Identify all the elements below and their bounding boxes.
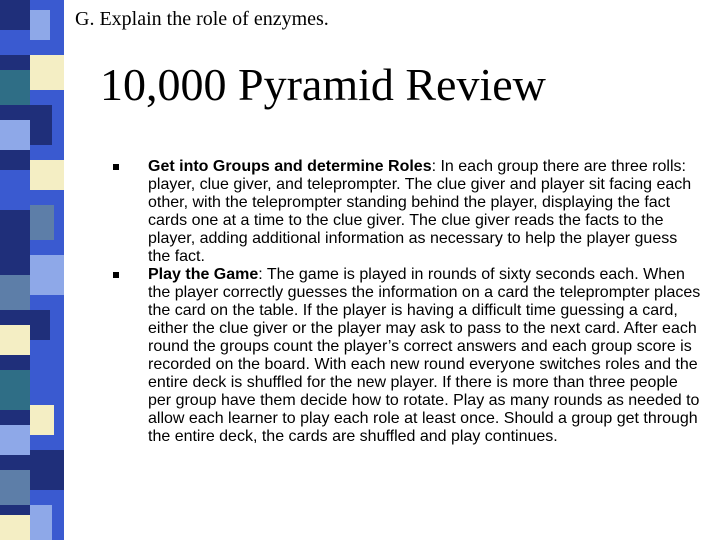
slide-title: 10,000 Pyramid Review: [100, 59, 546, 110]
decorative-stripe: [0, 0, 64, 540]
bullet-text: [148, 266, 703, 446]
square-bullet-icon: [113, 272, 119, 278]
stripe-block: [0, 325, 30, 355]
bullet-text: [148, 158, 703, 266]
stripe-block: [30, 505, 52, 540]
bullet-item: [113, 266, 703, 446]
bullet-lead: Get into Groups and determine Roles: [148, 158, 432, 175]
stripe-block: [30, 450, 64, 490]
stripe-block: [30, 255, 64, 295]
stripe-block: [0, 275, 30, 310]
stripe-block: [0, 515, 30, 540]
stripe-block: [0, 230, 30, 260]
bullet-body: : In each group there are three rolls: player, clue giver, and teleprompter. The clue giver and player sit facing each other, with the teleprompter standing behind the player, displaying the fact cards one at a time to the clue giver. The clue giver reads the facts to the player, adding additional information as necessary to help the player guess the fact.: [148, 158, 692, 265]
stripe-block: [0, 70, 30, 105]
stripe-block: [30, 10, 50, 40]
bullet-list: [113, 158, 703, 446]
bullet-item: [113, 158, 703, 266]
bullet-body: : The game is played in rounds of sixty seconds each. When the player correctly guesses the information on a card the teleprompter places the card on the table. If the player is having a difficult time guessing a card, either the clue giver or the player may ask to pass to the next card. After each round the groups count the player’s correct answers and each group score is recorded on the board. With each new round everyone switches roles and the entire deck is shuffled for the new player. If there is more than three people per group have them decide how to rotate. Play as many rounds as needed to allow each learner to play each role at least once. Should a group get through the entire deck, the cards are shuffled and play continues.: [148, 266, 701, 445]
bullet-lead: Play the Game: [148, 266, 259, 283]
stripe-block: [30, 355, 64, 390]
stripe-block: [30, 105, 52, 145]
stripe-block: [30, 205, 54, 240]
stripe-block: [30, 405, 54, 435]
stripe-block: [0, 120, 30, 150]
square-bullet-icon: [113, 164, 119, 170]
stripe-block: [0, 425, 30, 455]
stripe-block: [0, 370, 30, 410]
stripe-block: [0, 470, 30, 505]
stripe-block: [30, 310, 50, 340]
stripe-block: [0, 170, 30, 210]
stripe-block: [30, 55, 64, 90]
slide-header: G. Explain the role of enzymes.: [75, 8, 329, 30]
stripe-block: [0, 30, 30, 55]
stripe-block: [30, 160, 64, 190]
